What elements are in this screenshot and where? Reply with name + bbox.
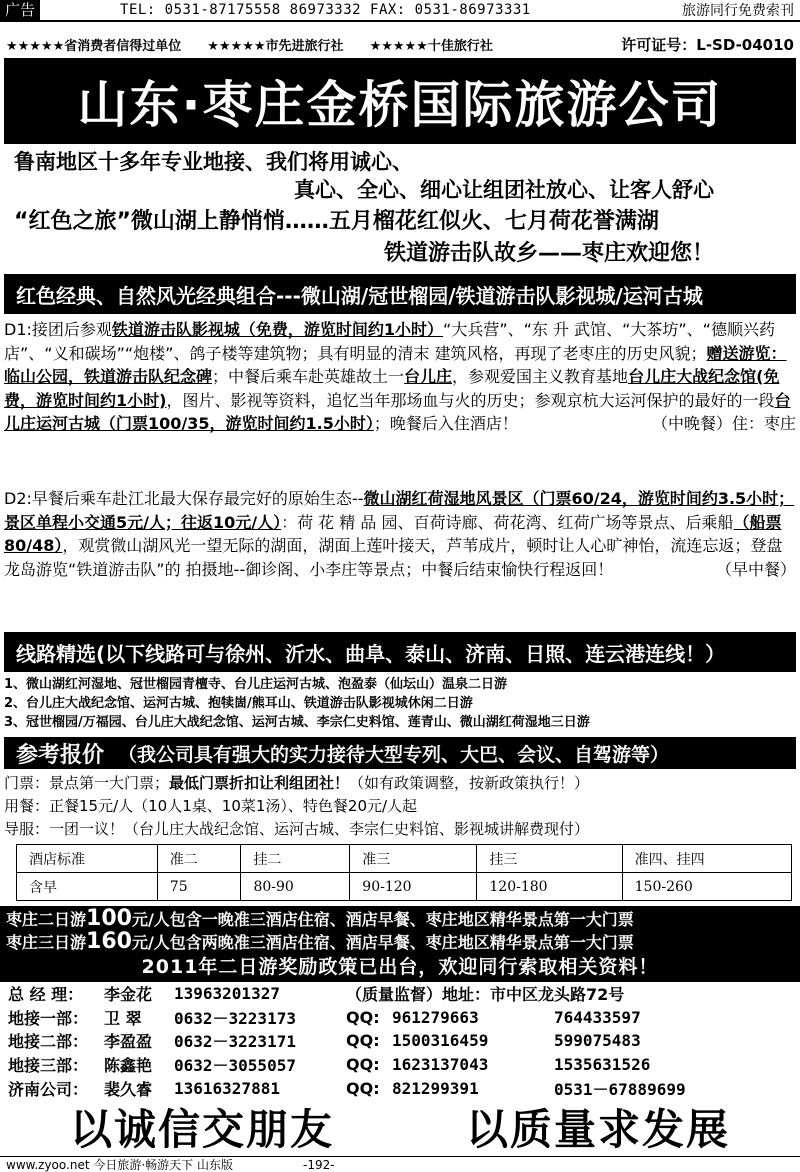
- contact-role: 总 经 理：: [8, 985, 84, 1005]
- day2-label: D2:: [4, 489, 32, 508]
- promo-text: 元/人包含两晚准三酒店住宿、酒店早餐、枣庄地区精华景点第一大门票: [131, 933, 634, 952]
- day1-meals: （中晚餐）住：枣庄: [651, 414, 796, 433]
- day2-highlight: 微山湖红荷湿地风景区（门票60/24，游览时间约3.5小时；景区单程小交通5元/人；往返10元/人）: [4, 489, 795, 532]
- qq-number: 1500316459: [392, 1031, 489, 1051]
- route-item: 1、微山湖红河湿地、冠世榴园青檀寺、台儿庄运河古城、泡盈泰（仙坛山）温泉二日游: [4, 677, 508, 692]
- qq-label: QQ:: [346, 1055, 380, 1075]
- hotel-price-table: [16, 844, 792, 901]
- qq-label: QQ:: [346, 1007, 380, 1027]
- qq-number: 1623137043: [392, 1055, 489, 1075]
- route-item: 3、冠世榴园/万福园、台儿庄大战纪念馆、运河古城、李宗仁史料馆、莲青山、微山湖红荷湿地三日游: [4, 715, 590, 730]
- bottom-bar: [0, 1156, 800, 1172]
- company-name: 山东·枣庄金桥国际旅游公司: [77, 76, 723, 134]
- day1-label: D1:: [4, 320, 32, 339]
- table-header-cell: 准三: [350, 845, 477, 873]
- ticket-label: 门票：景点第一大门票；: [4, 774, 170, 792]
- day1-highlight: 台儿庄: [404, 367, 453, 386]
- slogan-4: 铁道游击队故乡——枣庄欢迎您！: [384, 241, 715, 266]
- ticket-note: （如有政策调整，按新政策执行！）: [349, 774, 590, 792]
- route-list: [4, 675, 796, 732]
- promo-text: 元/人包含一晚准三酒店住宿、酒店早餐、枣庄地区精华景点第一大门票: [131, 910, 634, 929]
- ticket-info: [4, 772, 796, 795]
- day1-text: ；晚餐后入住酒店！: [373, 414, 518, 433]
- contact-name: 陈鑫艳: [104, 1056, 153, 1076]
- contact-row: [8, 1006, 798, 1030]
- promo-price: 100: [86, 906, 132, 931]
- table-cell: 含早: [17, 873, 158, 901]
- contact-role: 地接三部：: [8, 1056, 89, 1076]
- site-footer: www.zyoo.net 今日旅游·畅游天下 山东版: [6, 1158, 233, 1172]
- qq-label: QQ:: [346, 1031, 380, 1051]
- route-item: 2、台儿庄大战纪念馆、运河古城、抱犊崮/熊耳山、铁道游击队影视城休闲二日游: [4, 696, 473, 711]
- footer-slogan-left: 以诚信交朋友: [69, 1105, 334, 1154]
- promo-price: 160: [86, 929, 132, 954]
- table-header-cell: 挂三: [477, 845, 622, 873]
- honor-1: ★★★★★省消费者信得过单位: [6, 38, 182, 54]
- contact-name: 卫 翠: [104, 1008, 142, 1028]
- contact-phone: 0632－3055057: [174, 1056, 296, 1076]
- promo-line-2: [6, 931, 794, 954]
- day1-text: ，图片、影视等资料，追忆当年那场血与火的历史；参观京杭大运河保护的最好的一段: [166, 390, 775, 410]
- contact-phone: 13616327881: [174, 1078, 280, 1098]
- slogan-1: 鲁南地区十多年专业地接、我们将用诚心、: [14, 150, 413, 174]
- honor-3: ★★★★★十佳旅行社: [369, 38, 493, 54]
- section-classic-tour: 红色经典、自然风光经典组合---微山湖/冠世榴园/铁道游击队影视城/运河古城: [4, 274, 796, 314]
- ticket-discount: 最低门票折扣让利组团社！: [169, 774, 350, 792]
- day1-highlight: 台儿庄运河古城（门票100/35，游览时间约1.5小时）: [4, 390, 791, 433]
- itinerary-day2: [4, 487, 796, 581]
- contact-list: [8, 982, 798, 1100]
- day1-highlight: 赠送游览：临山公园，铁道游击队纪念碑: [4, 343, 787, 386]
- day1-text: ，参观爱国主义教育基地: [452, 367, 629, 386]
- contact-name: 李盈盈: [104, 1032, 153, 1052]
- table-header-cell: 挂二: [241, 845, 350, 873]
- qq-number: 961279663: [392, 1007, 479, 1027]
- contact-phone: 0632－3223173: [174, 1008, 296, 1028]
- contact-address: （质量监督）地址：市中区龙头路72号: [346, 985, 625, 1005]
- promo-policy: 2011年二日游奖励政策已出台，欢迎同行索取相关资料！: [141, 956, 659, 978]
- day2-text: 早餐后乘车赴江北最大保存最完好的原始生态--: [31, 489, 364, 508]
- qq-number: 821299391: [392, 1078, 479, 1098]
- promo-text: 枣庄二日游: [6, 910, 87, 929]
- page-number: -192-: [302, 1157, 335, 1172]
- qq-label: QQ:: [346, 1078, 380, 1098]
- day2-text: ，观赏微山湖风光一望无际的湖面，湖面上莲叶接天，芦苇成片，顿时让人心旷神怡，流连忘返；登盘龙岛游览“铁道游击队”的 拍摄地--御诊阁、小李庄等景点；中餐后结束愉快行程返回！: [4, 536, 783, 579]
- honors-row: [0, 32, 800, 56]
- promo-block: [0, 906, 800, 982]
- contact-row: [8, 1053, 798, 1077]
- table-header-cell: 准四、挂四: [622, 845, 791, 873]
- table-header-cell: 准二: [157, 845, 241, 873]
- phone-fax: TEL: 0531-87175558 86973332 FAX: 0531-86973331: [120, 2, 531, 18]
- day2-meals: （早中餐）: [715, 559, 796, 579]
- meal-info: 用餐：正餐15元/人（10人1桌、10菜1汤）、特色餐20元/人起: [4, 797, 418, 815]
- section-route-selection: 线路精选(以下线路可与徐州、沂水、曲阜、泰山、济南、日照、连云港连线！）: [4, 632, 796, 672]
- table-header-row: [17, 845, 792, 873]
- footer-slogan-right: 以质量求发展: [465, 1105, 730, 1154]
- table-cell: 90-120: [350, 873, 477, 901]
- itinerary-day1: [4, 318, 796, 436]
- promo-line-1: [6, 908, 794, 931]
- contact-role: 地接二部：: [8, 1032, 89, 1052]
- day1-highlight: 台儿庄大战纪念馆(免费，游览时间约1小时): [4, 367, 780, 410]
- table-cell: 120-180: [477, 873, 622, 901]
- slogan-3: “红色之旅”微山湖上静悄悄……五月榴花红似火、七月荷花誉满湖: [14, 209, 659, 234]
- free-catalog-tag: 旅游同行免费索刊: [682, 3, 794, 19]
- section-reference-price: [4, 737, 796, 769]
- contact-name: 裴久睿: [104, 1079, 153, 1099]
- price-details: [4, 772, 796, 841]
- day1-text: 接团后参观: [31, 320, 112, 339]
- contact-row: [8, 982, 798, 1006]
- qq-number: 599075483: [554, 1031, 641, 1051]
- qq-number: 1535631526: [554, 1055, 651, 1075]
- price-section-title: 参考报价: [16, 742, 105, 768]
- day1-highlight: 铁道游击队影视城（免费，游览时间约1小时）: [111, 320, 444, 339]
- qq-number: 764433597: [554, 1007, 641, 1027]
- promo-text: 枣庄三日游: [6, 933, 87, 952]
- slogan-2: 真心、全心、细心让组团社放心、让客人舒心: [294, 178, 714, 202]
- day1-text: “大兵营”、“东 升 武馆、“大茶坊”、“德顺兴药店”、“义和碳场”“炮楼”、鸽子楼等建筑物；具有明显的清末 建筑风格，再现了老枣庄的历史风貌；: [4, 320, 775, 363]
- contact-role: 济南公司：: [8, 1079, 89, 1099]
- table-cell: 80-90: [241, 873, 350, 901]
- ad-tag: 广告: [0, 0, 40, 21]
- price-section-subtitle: （我公司具有强大的实力接待大型专列、大巴、会议、自驾游等）: [118, 743, 670, 766]
- top-bar: [0, 0, 800, 22]
- contact-row: [8, 1029, 798, 1053]
- day2-highlight: （船票80/48）: [4, 512, 782, 555]
- footer-slogan-banner: [4, 1100, 796, 1154]
- contact-phone: 13963201327: [174, 984, 280, 1004]
- day2-text: ：荷 花 精 品 园、百荷诗廊、荷花湾、红荷广场等景点、后乘船: [281, 512, 734, 532]
- table-cell: 75: [157, 873, 241, 901]
- table-header-cell: 酒店标准: [17, 845, 158, 873]
- table-cell: 150-260: [622, 873, 791, 901]
- company-banner: [4, 58, 796, 144]
- contact-phone: 0632－3223171: [174, 1032, 296, 1052]
- day1-text: ；中餐后乘车赴英雄故土一: [212, 367, 405, 386]
- contact-role: 地接一部：: [8, 1008, 89, 1028]
- qq-number: 0531－67889699: [554, 1079, 686, 1099]
- license-number: 许可证号：L-SD-04010: [621, 35, 794, 54]
- contact-name: 李金花: [104, 985, 153, 1005]
- guide-info: 导服：一团一议！（台儿庄大战纪念馆、运河古城、李宗仁史料馆、影视城讲解费现付）: [4, 820, 590, 838]
- table-row: [17, 873, 792, 901]
- honor-2: ★★★★★市先进旅行社: [207, 38, 344, 54]
